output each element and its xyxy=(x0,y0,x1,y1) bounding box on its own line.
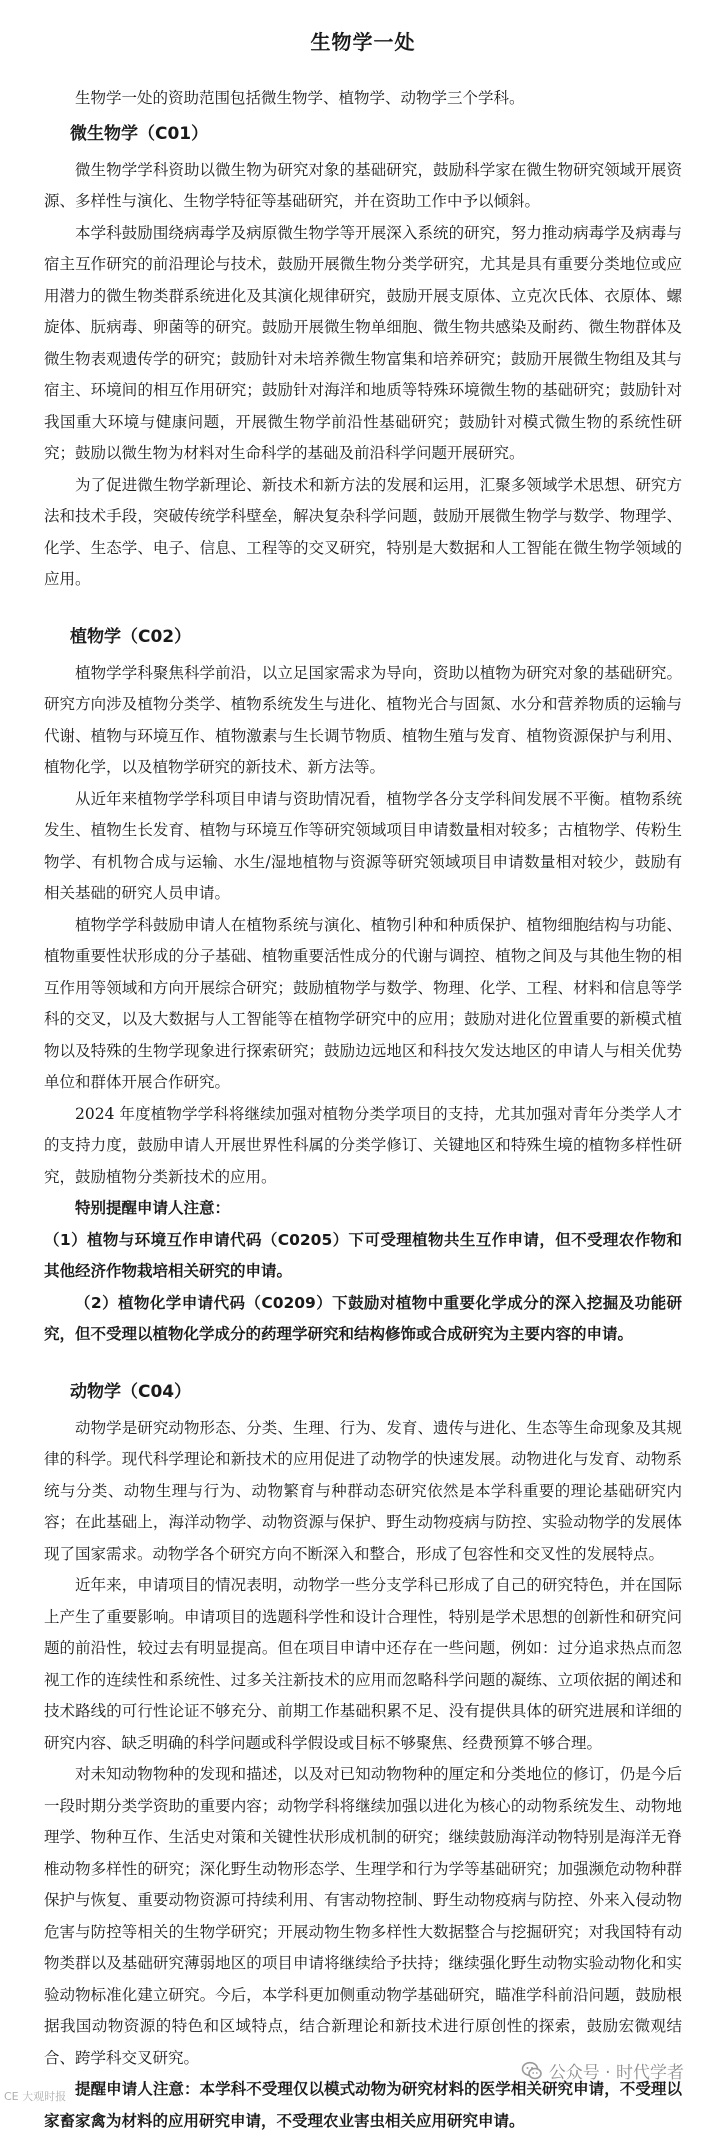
paragraph: 植物学学科聚焦科学前沿，以立足国家需求为导向，资助以植物为研究对象的基础研究。研究方向涉及植物分类学、植物系统发生与进化、植物光合与固氮、水分和营养物质的运输与代谢、植物与环境互作、植物激素与生长调节物质、植物生殖与发育、植物资源保护与利用、植物化学，以及植物学研究的新技术、新方法等。 xyxy=(44,663,682,776)
section-heading-microbiology: 微生物学（C01） xyxy=(70,123,209,144)
paragraph: 从近年来植物学学科项目申请与资助情况看，植物学各分支学科间发展不平衡。植物系统发生、植物生长发育、植物与环境互作等研究领域项目申请数量相对较多；古植物学、传粉生物学、有机物合成与运输、水生/湿地植物与资源等研究领域项目申请数量相对较少，鼓励有相关基础的研究人员申请。 xyxy=(44,789,682,902)
intro-paragraph: 生物学一处的资助范围包括微生物学、植物学、动物学三个学科。 xyxy=(75,89,525,107)
paragraph: 为了促进微生物学新理论、新技术和新方法的发展和运用，汇聚多领域学术思想、研究方法和技术手段，突破传统学科壁垒，解决复杂科学问题，鼓励开展微生物学与数学、物理学、化学、生态学、电子、信息、工程等的交叉研究，特别是大数据和人工智能在微生物学领域的应用。 xyxy=(44,475,682,588)
paragraph: 2024 年度植物学学科将继续加强对植物分类学项目的支持，尤其加强对青年分类学人才的支持力度，鼓励申请人开展世界性科属的分类学修订、关键地区和特殊生境的植物多样性研究，鼓励植物分类新技术的应用。 xyxy=(44,1104,682,1186)
wechat-icon xyxy=(521,2060,543,2082)
paragraph: 动物学是研究动物形态、分类、生理、行为、发育、遗传与进化、生态等生命现象及其规律的科学。现代科学理论和新技术的应用促进了动物学的快速发展。动物进化与发育、动物系统与分类、动物生理与行为、动物繁育与种群动态研究依然是本学科重要的理论基础研究内容；在此基础上，海洋动物学、动物资源与保护、野生动物疫病与防控、实验动物学的发展体现了国家需求。动物学各个研究方向不断深入和整合，形成了包容性和交叉性的发展特点。 xyxy=(44,1418,682,1563)
section-heading-zoology: 动物学（C04） xyxy=(70,1381,192,1402)
note-item: （2）植物化学申请代码（C0209）下鼓励对植物中重要化学成分的深入挖掘及功能研究，但不受理以植物化学成分的药理学研究和结构修饰或合成研究为主要内容的申请。 xyxy=(44,1293,682,1343)
section-heading-botany: 植物学（C02） xyxy=(70,626,192,647)
paragraph: 植物学学科鼓励申请人在植物系统与演化、植物引种和种质保护、植物细胞结构与功能、植物重要性状形成的分子基础、植物重要活性成分的代谢与调控、植物之间及与其他生物的相互作用等领域和方向开展综合研究；鼓励植物学与数学、物理、化学、工程、材料和信息等学科的交叉，以及大数据与人工智能等在植物学研究中的应用；鼓励对进化位置重要的新模式植物以及特殊的生物学现象进行探索研究；鼓励边远地区和科技欠发达地区的申请人与相关优势单位和群体开展合作研究。 xyxy=(44,915,682,1091)
paragraph: 本学科鼓励围绕病毒学及病原微生物学等开展深入系统的研究，努力推动病毒学及病毒与宿主互作研究的前沿理论与技术，鼓励开展微生物分类学研究，尤其是具有重要分类地位或应用潜力的微生物类群系统进化及其演化规律研究，鼓励开展支原体、立克次氏体、衣原体、螺旋体、朊病毒、卵菌等的研究。鼓励开展微生物单细胞、微生物共感染及耐药、微生物群体及微生物表观遗传学的研究；鼓励针对未培养微生物富集和培养研究；鼓励开展微生物组及其与宿主、环境间的相互作用研究；鼓励针对海洋和地质等特殊环境微生物的基础研究；鼓励针对我国重大环境与健康问题，开展微生物学前沿性基础研究；鼓励针对模式微生物的系统性研究；鼓励以微生物为材料对生命科学的基础及前沿科学问题开展研究。 xyxy=(44,223,682,462)
watermark-text: 公众号 · 时代学者 xyxy=(548,2063,684,2083)
watermark xyxy=(521,2058,684,2083)
section-spacer xyxy=(44,1351,682,1373)
note-item: （1）植物与环境互作申请代码（C0205）下可受理植物共生互作申请，但不受理农作物和其他经济作物栽培相关研究的申请。 xyxy=(44,1230,682,1280)
paragraph: 近年来，申请项目的情况表明，动物学一些分支学科已形成了自己的研究特色，并在国际上产生了重要影响。申请项目的选题科学性和设计合理性，特别是学术思想的创新性和研究问题的前沿性，较过去有明显提高。但在项目申请中还存在一些问题，例如：过分追求热点而忽视工作的连续性和系统性、过多关注新技术的应用而忽略科学问题的凝练、立项依据的阐述和技术路线的可行性论证不够充分、前期工作基础积累不足、没有提供具体的研究进展和详细的研究内容、缺乏明确的科学问题或科学假设或目标不够聚焦、经费预算不够合理。 xyxy=(44,1576,682,1752)
section-spacer xyxy=(44,596,682,618)
page-title: 生物学一处 xyxy=(310,30,416,54)
notes-title: 特别提醒申请人注意： xyxy=(75,1199,231,1217)
paragraph: 对未知动物物种的发现和描述，以及对已知动物物种的厘定和分类地位的修订，仍是今后一段时期分类学资助的重要内容；动物学科将继续加强以进化为核心的动物系统发生、动物地理学、物种互作、生活史对策和关键性状形成机制的研究；继续鼓励海洋动物特别是海洋无脊椎动物多样性的研究；深化野生动物形态学、生理学和行为学等基础研究；加强濒危动物种群保护与恢复、重要动物资源可持续利用、有害动物控制、野生动物疫病与防控、外来入侵动物危害与防控等相关的生物学研究；开展动物生物多样性大数据整合与挖掘研究；对我国特有动物类群以及基础研究薄弱地区的项目申请将继续给予扶持；继续强化野生动物实验动物化和实验动物标准化建立研究。今后，本学科更加侧重动物学基础研究，瞄准学科前沿问题，鼓励根据我国动物资源的特色和区域特点，结合新理论和新技术进行原创性的探索，鼓励宏微观结合、跨学科交叉研究。 xyxy=(44,1765,682,2067)
paragraph: 微生物学学科资助以微生物为研究对象的基础研究，鼓励科学家在微生物研究领域开展资源、多样性与演化、生物学特征等基础研究，并在资助工作中予以倾斜。 xyxy=(44,160,682,210)
corner-watermark: CE 大观时报 xyxy=(4,2090,67,2103)
final-note: 提醒申请人注意：本学科不受理仅以模式动物为研究材料的医学相关研究申请，不受理以家畜家禽为材料的应用研究申请，不受理农业害虫相关应用研究申请。 xyxy=(44,2080,682,2130)
